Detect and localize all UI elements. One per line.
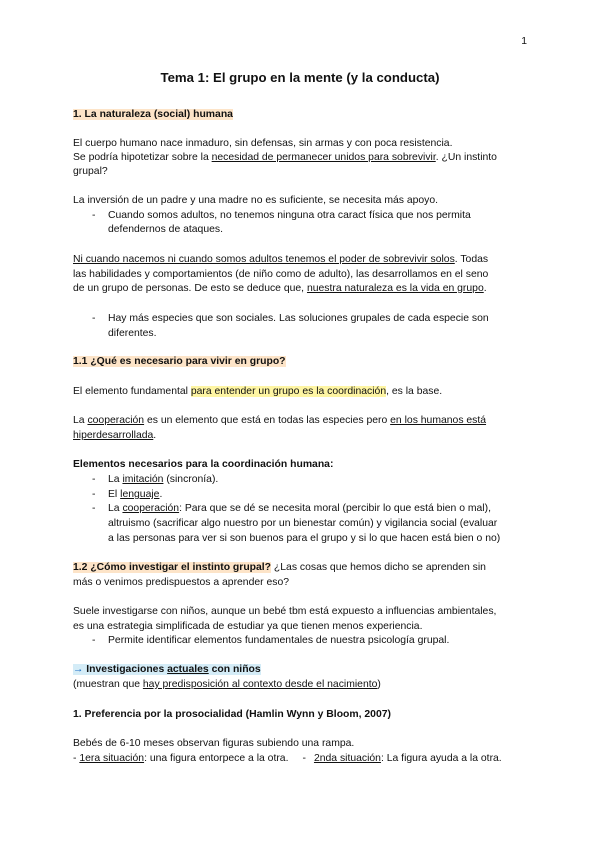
list-item-imitacion xyxy=(108,473,218,486)
section-1-2-line2: más o venimos predispuestos a aprender eso? xyxy=(73,577,290,588)
text-run: con niños xyxy=(208,664,261,675)
underlined-text: 2nda situación xyxy=(313,753,381,764)
s1-bullet2-line2: diferentes. xyxy=(108,328,157,339)
text-run: El xyxy=(108,489,121,500)
text-run: (muestran que xyxy=(73,679,143,690)
section-1-1-heading xyxy=(73,355,286,368)
coordination-list-heading: Elementos necesarios para la coordinación humana: xyxy=(73,459,334,470)
text-run: ¿Las cosas que hemos dicho se aprenden sin xyxy=(271,562,486,573)
bullet-dash: - xyxy=(92,503,96,514)
section-1-heading xyxy=(73,108,233,121)
text-run: - xyxy=(302,753,306,764)
bullet-dash: - xyxy=(92,489,96,500)
s12-p2-line1: Suele investigarse con niños, aunque un bebé tbm está expuesto a influencias ambientales, xyxy=(73,606,497,617)
s11-p2-line2 xyxy=(73,429,156,442)
s1-bullet1-line2: defendernos de ataques. xyxy=(108,224,223,235)
text-run: ) xyxy=(377,679,381,690)
text-run: . xyxy=(159,489,163,500)
bullet-dash: - xyxy=(92,210,96,221)
prosociality-line2 xyxy=(73,752,502,765)
section-1-heading-text: 1. La naturaleza (social) humana xyxy=(73,109,233,120)
underlined-text: lenguaje xyxy=(120,489,160,500)
underlined-text: cooperación xyxy=(122,503,180,514)
text-run: (sincronía). xyxy=(163,474,219,485)
s12-p2-line2: es una estrategia simplificada de estudiar ya que tienen menos experiencia. xyxy=(73,621,423,632)
s1-bullet1-line1: Cuando somos adultos, no tenemos ninguna otra caract física que nos permita xyxy=(108,210,471,221)
s1-p3-line2: las habilidades y comportamientos (de niño como de adulto), las desarrollamos en el seno xyxy=(73,269,489,280)
highlighted-text: para entender un grupo es la coordinación xyxy=(190,386,387,397)
underlined-text: actuales xyxy=(167,664,209,675)
list-item-cooperacion-line2: altruismo (sacrificar algo nuestro por un bienestar común) y vigilancia social (evaluar xyxy=(108,518,498,529)
page-number: 1 xyxy=(521,36,527,47)
text-run: La xyxy=(73,415,88,426)
list-item-cooperacion-line1 xyxy=(108,502,491,515)
underlined-text: nuestra naturaleza es la vida en grupo xyxy=(306,283,484,294)
document-title: Tema 1: El grupo en la mente (y la conducta) xyxy=(160,70,440,85)
underlined-text: hay predisposición al contexto desde el nacimiento xyxy=(142,679,378,690)
bullet-dash: - xyxy=(92,635,96,646)
bullet-dash: - xyxy=(92,313,96,324)
list-item-lenguaje xyxy=(108,488,162,501)
underlined-text: cooperación xyxy=(87,415,145,426)
text-run: : una figura entorpece a la otra. xyxy=(144,753,289,764)
prosociality-line1: Bebés de 6-10 meses observan figuras subiendo una rampa. xyxy=(73,738,355,749)
s1-p3-line3 xyxy=(73,282,487,295)
text-run: de un grupo de personas. De esto se deduce que, xyxy=(73,283,307,294)
investigations-subtitle xyxy=(73,678,381,691)
underlined-text: imitación xyxy=(122,474,164,485)
text-run: La xyxy=(108,474,123,485)
s1-p1-line2 xyxy=(73,151,497,164)
bullet-dash: - xyxy=(92,474,96,485)
investigations-heading xyxy=(73,663,261,676)
s1-p2-line1: La inversión de un padre y una madre no es suficiente, se necesita más apoyo. xyxy=(73,195,439,206)
prosociality-heading: 1. Preferencia por la prosocialidad (Hamlin Wynn y Bloom, 2007) xyxy=(73,709,391,720)
text-run: . xyxy=(483,283,487,294)
s1-p3-line1 xyxy=(73,253,488,266)
text-run: La xyxy=(108,503,123,514)
text-run: - xyxy=(73,753,80,764)
underlined-text: Ni cuando nacemos ni cuando somos adultos tenemos el poder de sobrevivir solos xyxy=(73,254,455,265)
text-run: . xyxy=(153,430,157,441)
underlined-text: hiperdesarrollada xyxy=(73,430,154,441)
s11-p1 xyxy=(73,385,442,398)
text-run: . ¿Un instinto xyxy=(435,152,497,163)
s1-p1-line1: El cuerpo humano nace inmaduro, sin defensas, sin armas y con poca resistencia. xyxy=(73,138,453,149)
section-1-2-heading: 1.2 ¿Cómo investigar el instinto grupal? xyxy=(73,562,272,573)
list-item-cooperacion-line3: a las personas para ver si son buenos para el grupo y si lo que hacen está bien o no) xyxy=(108,533,501,544)
s12-bullet1: Permite identificar elementos fundamentales de nuestra psicología grupal. xyxy=(108,635,450,646)
text-run: : La figura ayuda a la otra. xyxy=(380,753,502,764)
s1-bullet2-line1: Hay más especies que son sociales. Las soluciones grupales de cada especie son xyxy=(108,313,489,324)
section-1-2-line1 xyxy=(73,561,486,574)
text-run: , es la base. xyxy=(386,386,443,397)
s11-p2-line1 xyxy=(73,414,486,427)
text-run: Investigaciones xyxy=(83,664,168,675)
text-run: . Todas xyxy=(454,254,489,265)
underlined-text: en los humanos está xyxy=(390,415,487,426)
right-arrow-icon: → xyxy=(73,664,84,675)
text-run: Se podría hipotetizar sobre la xyxy=(73,152,212,163)
underlined-text: 1era situación xyxy=(79,753,145,764)
underlined-text: necesidad de permanecer unidos para sobrevivir xyxy=(211,152,436,163)
investigations-heading-highlight xyxy=(73,664,261,675)
text-run: : Para que se dé se necesita moral (percibir lo que está bien o mal), xyxy=(179,503,491,514)
s1-p1-line3: grupal? xyxy=(73,166,108,177)
text-run: es un elemento que está en todas las especies pero xyxy=(144,415,391,426)
section-1-1-heading-text: 1.1 ¿Qué es necesario para vivir en grupo? xyxy=(73,356,286,367)
text-run: El elemento fundamental xyxy=(73,386,191,397)
